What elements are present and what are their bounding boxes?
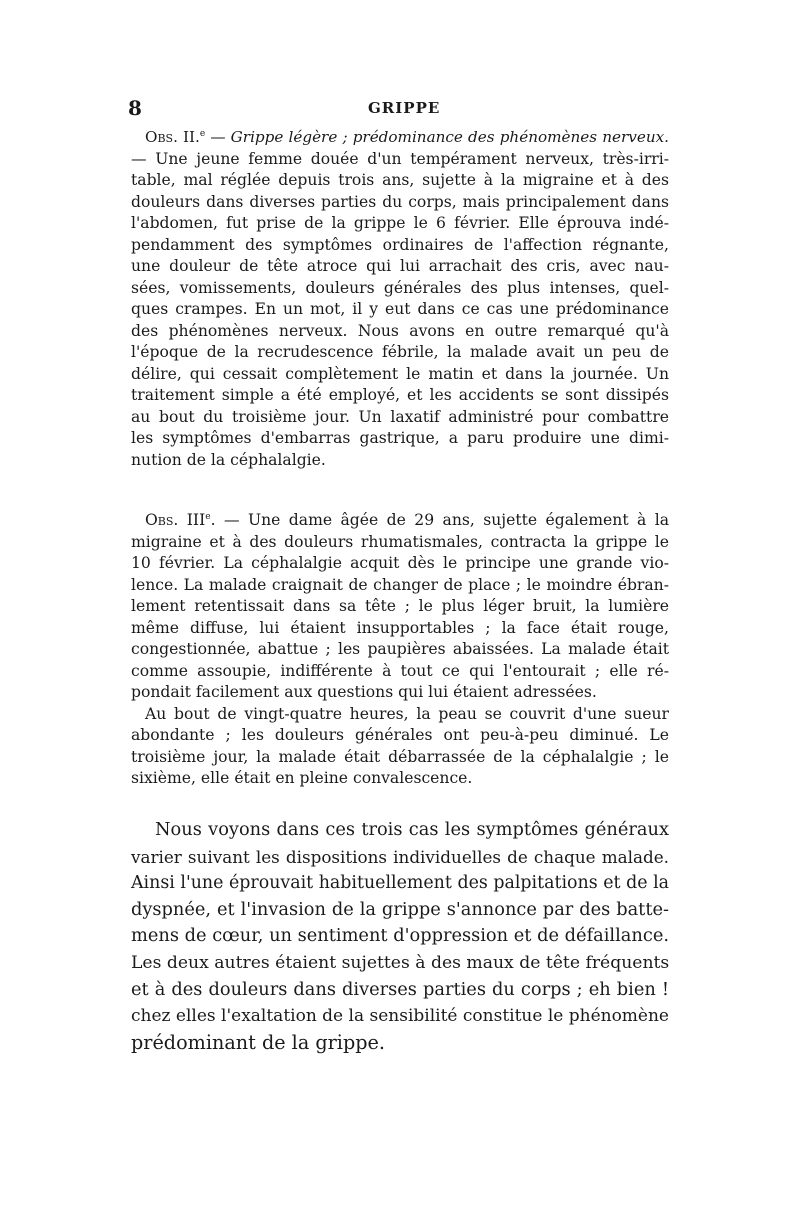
text-line: congestionnée, abattue ; les paupières abaissées. La malade était <box>131 640 669 659</box>
text-line: Les deux autres étaient sujettes à des maux de tête fréquents <box>131 952 670 973</box>
observation-3-first-line: . — Une dame âgée de 29 ans, sujette également à la <box>210 511 670 530</box>
text-line: table, mal réglée depuis trois ans, sujette à la migraine et à des <box>131 171 669 190</box>
text-line: comme assoupie, indifférente à tout ce qui l'entourait ; elle ré- <box>131 661 669 680</box>
observation-2-label: Obs. II. <box>145 128 200 147</box>
text-line: nution de la céphalalgie. <box>131 450 326 469</box>
text-line: mens de cœur, un sentiment d'oppression et de défaillance. <box>131 925 669 947</box>
text-line: l'abdomen, fut prise de la grippe le 6 février. Elle éprouva indé- <box>131 214 669 233</box>
text-line: lement retentissait dans sa tête ; le plus léger bruit, la lumière <box>131 597 669 616</box>
running-title: GRIPPE <box>368 99 441 117</box>
page-number: 8 <box>128 96 142 120</box>
text-line: migraine et à des douleurs rhumatismales, contracta la grippe le <box>131 532 669 551</box>
text-line: dyspnée, et l'invasion de la grippe s'annonce par des batte- <box>131 898 669 920</box>
text-line: et à des douleurs dans diverses parties du corps ; eh bien ! <box>131 978 669 1000</box>
text-line: abondante ; les douleurs générales ont peu-à-peu diminué. Le <box>131 726 669 745</box>
text-line: même diffuse, lui étaient insupportables ; la face était rouge, <box>131 618 669 637</box>
text-line: Nous voyons dans ces trois cas les symptômes généraux <box>155 819 669 840</box>
text-line: prédominant de la grippe. <box>131 1030 385 1054</box>
text-line: sées, vomissements, douleurs générales des plus intenses, quel- <box>131 278 669 297</box>
text-line: 10 février. La céphalalgie acquit dès le principe une grande vio- <box>131 554 669 573</box>
text-line: pendamment des symptômes ordinaires de l'affection régnante, <box>131 235 669 254</box>
text-line: varier suivant les dispositions individuelles de chaque malade. <box>131 846 669 867</box>
text-line: l'époque de la recrudescence fébrile, la malade avait un peu de <box>131 343 669 362</box>
observation-2-label-sup: e <box>199 129 206 139</box>
text-line: au bout du troisième jour. Un laxatif administré pour combattre <box>131 407 669 426</box>
text-line: délire, qui cessait complètement le matin et dans la journée. Un <box>131 364 669 383</box>
text-line: une douleur de tête atroce qui lui arrachait des cris, avec nau- <box>131 257 669 276</box>
text-line: chez elles l'exaltation de la sensibilité constitue le phénomène <box>131 1006 669 1027</box>
text-line: — Une jeune femme douée d'un tempérament nerveux, très-irri- <box>131 149 669 168</box>
text-line: traitement simple a été employé, et les accidents se sont dissipés <box>131 386 669 405</box>
text-line: ques crampes. En un mot, il y eut dans ce cas une prédominance <box>131 300 669 319</box>
text-line: Ainsi l'une éprouvait habituellement des palpitations et de la <box>131 873 669 894</box>
text-line: pondait facilement aux questions qui lui étaient adressées. <box>131 683 597 702</box>
observation-2-title: — Grippe légère ; prédominance des phénomènes nerveux. <box>205 128 669 147</box>
running-head <box>128 96 668 120</box>
text-line: des phénomènes nerveux. Nous avons en outre remarqué qu'à <box>131 321 669 340</box>
text-line: troisième jour, la malade était débarrassée de la céphalalgie ; le <box>131 747 669 766</box>
observation-2 <box>131 124 669 471</box>
text-line: Au bout de vingt-quatre heures, la peau se couvrit d'une sueur <box>145 704 669 723</box>
observation-3 <box>131 507 669 790</box>
observation-2-heading <box>131 124 669 149</box>
observation-3-label-sup: e <box>205 512 211 522</box>
observation-3-label: Obs. III <box>145 511 206 530</box>
conclusion-paragraph <box>131 817 669 1056</box>
text-line: les symptômes d'embarras gastrique, a paru produire une dimi- <box>131 429 669 448</box>
text-line: lence. La malade craignait de changer de place ; le moindre ébran- <box>131 575 669 594</box>
observation-3-heading <box>131 507 669 532</box>
text-line: douleurs dans diverses parties du corps, mais principalement dans <box>131 192 669 211</box>
text-line: sixième, elle était en pleine convalescence. <box>131 769 473 788</box>
